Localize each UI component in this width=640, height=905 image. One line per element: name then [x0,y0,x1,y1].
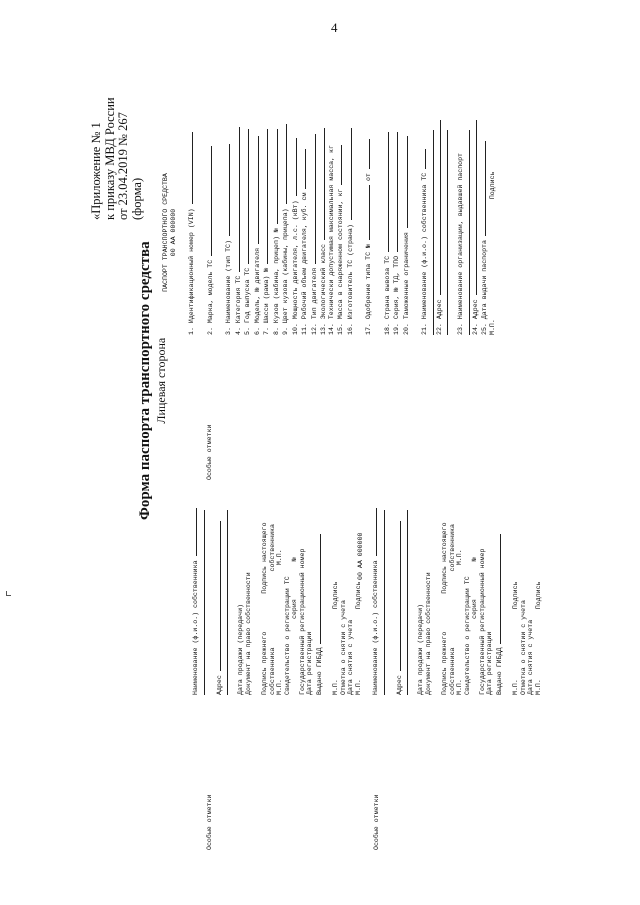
item-line [363,139,370,169]
passport-item-19: 19. Серия, № ТД, ТПО [393,255,401,335]
item-line [391,132,398,252]
vehicle-passport [162,130,496,335]
owner-name-label: Наименование (ф.и.о.) собственника [372,560,379,695]
passport-item-18: 18. Страна вывоза ТС [383,255,391,335]
issued-by-label: Выдано ГИБДД [315,647,323,695]
item-line [261,129,268,264]
dereg-mark-label: Отметка о снятии с учета [339,600,347,695]
passport-item-11: 11. Рабочий объем двигателя, куб. см [301,192,309,335]
passport-item-7: 7. Шасси (рама) № [263,267,271,335]
passport-item-8: 8. Кузов (кабина, прицеп) № [272,228,280,335]
mp-a: М.П. [276,679,284,695]
item-line [290,138,297,196]
item-line [419,149,426,169]
item-line [479,141,486,236]
owner-block-1 [190,510,362,695]
item-line [186,132,193,204]
item-line [401,136,408,228]
form-title-sub: Лицевая сторона [154,337,168,424]
passport-item-1: 1. Идентификационный номер (VIN) [188,208,196,335]
series-label: серия [291,599,299,619]
prev-owner-signature: Подпись прежнего [261,631,269,695]
passport-mp: М.П. [488,319,496,335]
number-sign: № [291,557,299,562]
signature-b-label: Подпись [354,581,362,610]
special-marks-label-3: Особые отметки [206,424,213,480]
issued-by-label: Выдано ГИБДД [495,647,503,695]
issued-by-line [314,534,321,644]
page-number: 4 [331,20,338,35]
item-line [205,146,212,256]
reg-date-label: Дата регистрации [306,631,314,695]
passport-item-13: 13. Экологический класс [320,243,328,335]
passport-item-22: 22. Адрес [435,299,443,335]
item-line [363,185,370,240]
corner-mark [6,591,11,596]
item-line [299,149,306,189]
owner-word-a: собственника [268,647,276,695]
issued-by-line [494,534,501,644]
owner-word-a: собственника [448,647,456,695]
item-line [470,120,477,295]
prev-owner-signature: Подпись прежнего [441,631,449,695]
passport-item-17: 17. Одобрение типа ТС № [365,243,373,335]
owner-name-label: Наименование (ф.и.о.) собственника [192,560,199,695]
passport-item-16: 16. Изготовитель ТС (страна) [346,224,354,335]
signature-b-label: Подпись [534,581,542,610]
ownership-doc-label: Документ на право собственности [424,572,432,695]
item-line [271,129,278,224]
mp-label: М.П. [332,679,340,695]
appendix-note [90,97,144,220]
passport-item-5: 5. Год выпуска ТС [244,267,252,335]
address-line [394,521,401,671]
item-line [242,129,249,264]
owner-name-line [190,508,197,556]
passport-item-23: 23. Наименование организации, выдавшей паспорт [457,152,465,335]
passport-item-2: 2. Марка, модель ТС [206,259,214,335]
rotated-form-page [20,20,620,880]
signature-label: Подпись [332,581,340,610]
address-line [214,521,221,671]
passport-item-25: 25. Дата выдачи паспорта [481,240,489,335]
dereg-date-label: Дата снятия с учета [347,619,355,695]
series-label: серия [471,599,479,619]
dereg-mark-label: Отметка о снятии с учета [519,600,527,695]
mp-a: М.П. [456,679,464,695]
special-marks-label-1: Особые отметки [206,794,213,850]
owner-word-b: собственника [448,524,456,572]
signature-label: Подпись [512,581,520,610]
passport-item-14: 14. Технически допустимая максимальная масса, кг [327,145,335,335]
passport-signature: Подпись [488,171,496,200]
mp-c-label: М.П. [534,679,542,695]
passport-item-4: 4. Категория ТС [234,275,242,335]
address-label: Адрес [395,675,403,695]
special-marks-label-2: Особые отметки [373,794,380,850]
owner-word-b: собственника [268,524,276,572]
appendix-line-4: (форма) [129,177,144,220]
sale-date-label: Дата продажи (передачи) [237,603,245,695]
number-sign: № [471,557,479,562]
passport-item-21: 21. Наименование (ф.и.о.) собственника ТС [421,172,429,335]
passport-item-12: 12. Тип двигателя [310,267,318,335]
address-label: Адрес [215,675,223,695]
passport-item-15: 15. Масса в снаряженном состоянии, кг [337,188,345,335]
appendix-line-3: от 23.04.2019 № 267 [116,112,130,220]
item-line [382,132,389,252]
passport-item-24: 24. Адрес [471,299,479,335]
current-owner-signature: Подпись настоящего [261,522,269,594]
current-owner-signature: Подпись настоящего [441,522,449,594]
passport-header: ПАСПОРТ ТРАНСПОРТНОГО СРЕДСТВА [162,173,169,292]
state-reg-number-label: Государственный регистрационный номер [298,548,306,695]
reg-date-label: Дата регистрации [486,631,494,695]
mp-c-label: М.П. [354,679,362,695]
reg-cert-label: Свидетельство о регистрации ТС [463,576,471,695]
passport-number: 00 АА 000000 [169,208,177,257]
item-line [434,120,441,295]
reg-cert-label: Свидетельство о регистрации ТС [283,576,291,695]
owner-block-2 [370,510,542,695]
sale-date-label: Дата продажи (передачи) [417,603,425,695]
passport-number-mark: 00 АА 000000 [357,532,364,580]
item-line [309,134,316,264]
item-line [335,145,342,185]
item-line [223,144,230,236]
dereg-date-label: Дата снятия с учета [527,619,535,695]
item-line [252,136,259,244]
item-line [345,128,352,220]
owner-name-line [370,508,377,556]
mp-label: М.П. [512,679,520,695]
appendix-line-2: к приказу МВД России [102,97,117,220]
passport-item-6: 6. Модель, № двигателя [253,247,261,335]
approval-from-label: от [365,173,373,182]
ownership-doc-label: Документ на право собственности [244,572,252,695]
mp-b: М.П. [276,549,284,566]
passport-item-10: 10. Мощность двигателя, л.с. (кВт) [291,200,299,335]
item-line [233,127,240,272]
appendix-line-1: «Приложение № 1 [89,122,103,220]
passport-item-20: 20. Таможенные ограничения [402,232,410,335]
state-reg-number-label: Государственный регистрационный номер [478,548,486,695]
item-line [318,128,325,240]
item-line [280,124,287,204]
passport-item-3: 3. Наименование (тип ТС) [225,240,233,335]
passport-item-9: 9. Цвет кузова (кабины, прицепа) [282,208,290,335]
mp-b: М.П. [456,549,464,566]
form-title-main: Форма паспорта транспортного средства [137,241,153,520]
